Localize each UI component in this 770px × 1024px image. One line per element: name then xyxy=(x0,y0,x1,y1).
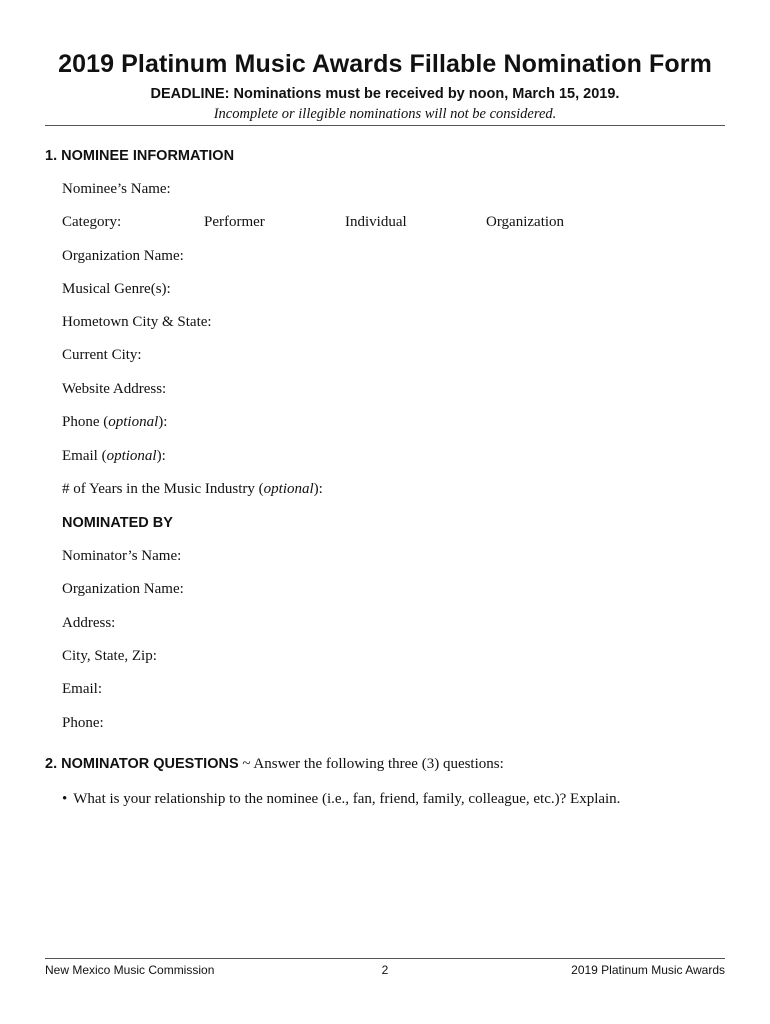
section-nominator-questions-instruction: ~ Answer the following three (3) questions: xyxy=(238,756,504,772)
category-option-performer[interactable]: Performer xyxy=(204,214,265,230)
nominator-address-field[interactable]: Address: xyxy=(62,615,116,631)
nominator-email-field[interactable]: Email: xyxy=(62,681,102,697)
category-option-individual[interactable]: Individual xyxy=(345,214,407,230)
deadline-notice: DEADLINE: Nominations must be received by noon, March 15, 2019. xyxy=(150,86,620,102)
category-label: Category: xyxy=(62,214,122,230)
email-label: Email ( xyxy=(62,448,107,464)
question-1 xyxy=(62,791,620,808)
footer-divider xyxy=(45,958,725,959)
nominator-name-field[interactable]: Nominator’s Name: xyxy=(62,548,182,564)
phone-field[interactable] xyxy=(62,414,167,431)
form-title: 2019 Platinum Music Awards Fillable Nomination Form xyxy=(58,50,712,78)
years-label-end: ): xyxy=(313,481,323,497)
footer-page-number: 2 xyxy=(381,963,389,977)
organization-name-field[interactable]: Organization Name: xyxy=(62,248,184,264)
nominator-organization-field[interactable]: Organization Name: xyxy=(62,581,184,597)
years-label: # of Years in the Music Industry ( xyxy=(62,481,264,497)
email-label-end: ): xyxy=(156,448,166,464)
years-in-industry-field[interactable] xyxy=(62,481,323,498)
musical-genres-field[interactable]: Musical Genre(s): xyxy=(62,281,171,297)
nominee-name-field[interactable]: Nominee’s Name: xyxy=(62,181,171,197)
nominator-city-state-zip-field[interactable]: City, State, Zip: xyxy=(62,648,157,664)
phone-label: Phone ( xyxy=(62,414,109,430)
hometown-field[interactable]: Hometown City & State: xyxy=(62,314,212,330)
phone-label-end: ): xyxy=(158,414,168,430)
header-divider xyxy=(45,125,725,126)
section-nominator-questions xyxy=(45,756,504,773)
years-optional: optional xyxy=(263,481,314,497)
website-field[interactable]: Website Address: xyxy=(62,381,167,397)
nominator-phone-field[interactable]: Phone: xyxy=(62,715,104,731)
footer-organization: New Mexico Music Commission xyxy=(45,963,215,977)
section-nominee-info-heading: 1. NOMINEE INFORMATION xyxy=(45,148,235,164)
phone-optional: optional xyxy=(108,414,159,430)
question-1-text: What is your relationship to the nominee (i.e., fan, friend, family, colleague, etc.)? Explain. xyxy=(73,791,621,807)
current-city-field[interactable]: Current City: xyxy=(62,347,142,363)
nominated-by-heading: NOMINATED BY xyxy=(62,515,173,531)
section-nominator-questions-heading: 2. NOMINATOR QUESTIONS xyxy=(45,756,239,772)
incomplete-note: Incomplete or illegible nominations will not be considered. xyxy=(213,106,557,122)
bullet-icon: • xyxy=(62,791,68,807)
email-field[interactable] xyxy=(62,448,166,465)
email-optional: optional xyxy=(106,448,157,464)
category-option-organization[interactable]: Organization xyxy=(486,214,565,230)
footer-event-name: 2019 Platinum Music Awards xyxy=(571,963,725,977)
